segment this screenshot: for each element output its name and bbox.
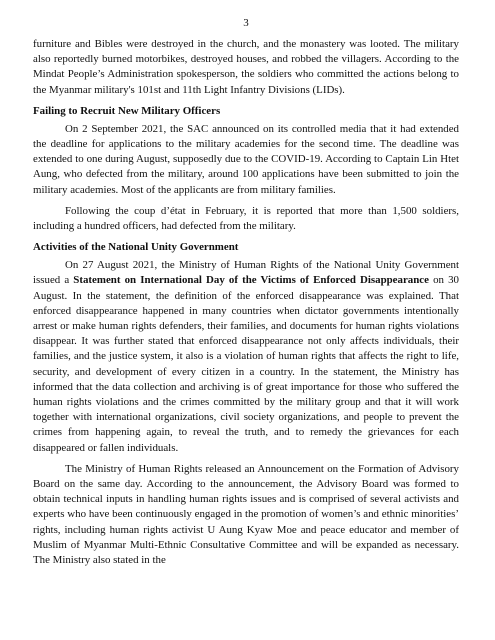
paragraph-mindat-incident: furniture and Bibles were destroyed in the church, and the monastery was looted. The military also reportedly burned motorbikes, destroyed houses, and robbed the villagers. According to the Mindat People’s Administration spokesperson, the soldiers who committed the actions belong to the Myanmar military's 101st and 11th Light Infantry Divisions (LIDs). [33,38,459,96]
heading-recruit-officers: Failing to Recruit New Military Officers [33,104,221,117]
paragraph-defections: Following the coup d’état in February, it is reported that more than 1,500 soldiers, including a hundred officers, had defected from the military. [33,204,459,233]
statement-title: Statement on International Day of the Victims of Enforced Disappearance [73,274,429,287]
paragraph-advisory-board: The Ministry of Human Rights released an Announcement on the Formation of Advisory Board on the same day. According to the announcement, the Advisory Board was formed to obtain technical inputs in handling human rights issues and is comprised of several activists and experts who have been continuously engaged in the promotion of women’s and ethnic minorities’ rights, including human rights activist U Aung Kyaw Moe and peace educator and member of Muslim of Myanmar Multi-Ethnic Consultative Committee and will be expanded as necessary. The Ministry also stated in the [33,462,459,567]
heading-nug-activities: Activities of the National Unity Government [33,241,239,254]
paragraph-academy-deadline: On 2 September 2021, the SAC announced on its controlled media that it had extended the deadline for applications to the military academies for the second time. The deadline was extended to one during August, supposedly due to the COVID-19. According to Captain Lin Htet Aung, who defected from the military, around 100 applications have been submitted to join the military academies. Most of the applicants are from military families. [33,122,459,196]
statement-body-text: on 30 August. In the statement, the definition of the enforced disappearance was explained. That enforced disappearance happened in many countries when dictator governments intentionally arrest or make human rights defenders, their families, and documents for human rights violations disappear. It was further stated that enforced disappearance not only affects individuals, their families, and the justice system, it also is a violation of human rights that affects the right to life, security, and development of every citizen in a country. In the statement, the Ministry has informed that the data collection and archiving is of great importance for those who suffered the human rights violations and the crimes committed by the military group and that it will work together with international organizations, civil society organizations, and people to prevent the crimes from happening again, to reveal the truth, and to remedy the grievances for each disappeared or fallen individuals. [33,274,459,454]
page-number: 3 [243,17,249,29]
paragraph-enforced-disappearance [33,258,459,456]
statement-intro-text: On 27 August 2021, the Ministry of Human Rights of the National Unity Government issued a [33,259,459,287]
